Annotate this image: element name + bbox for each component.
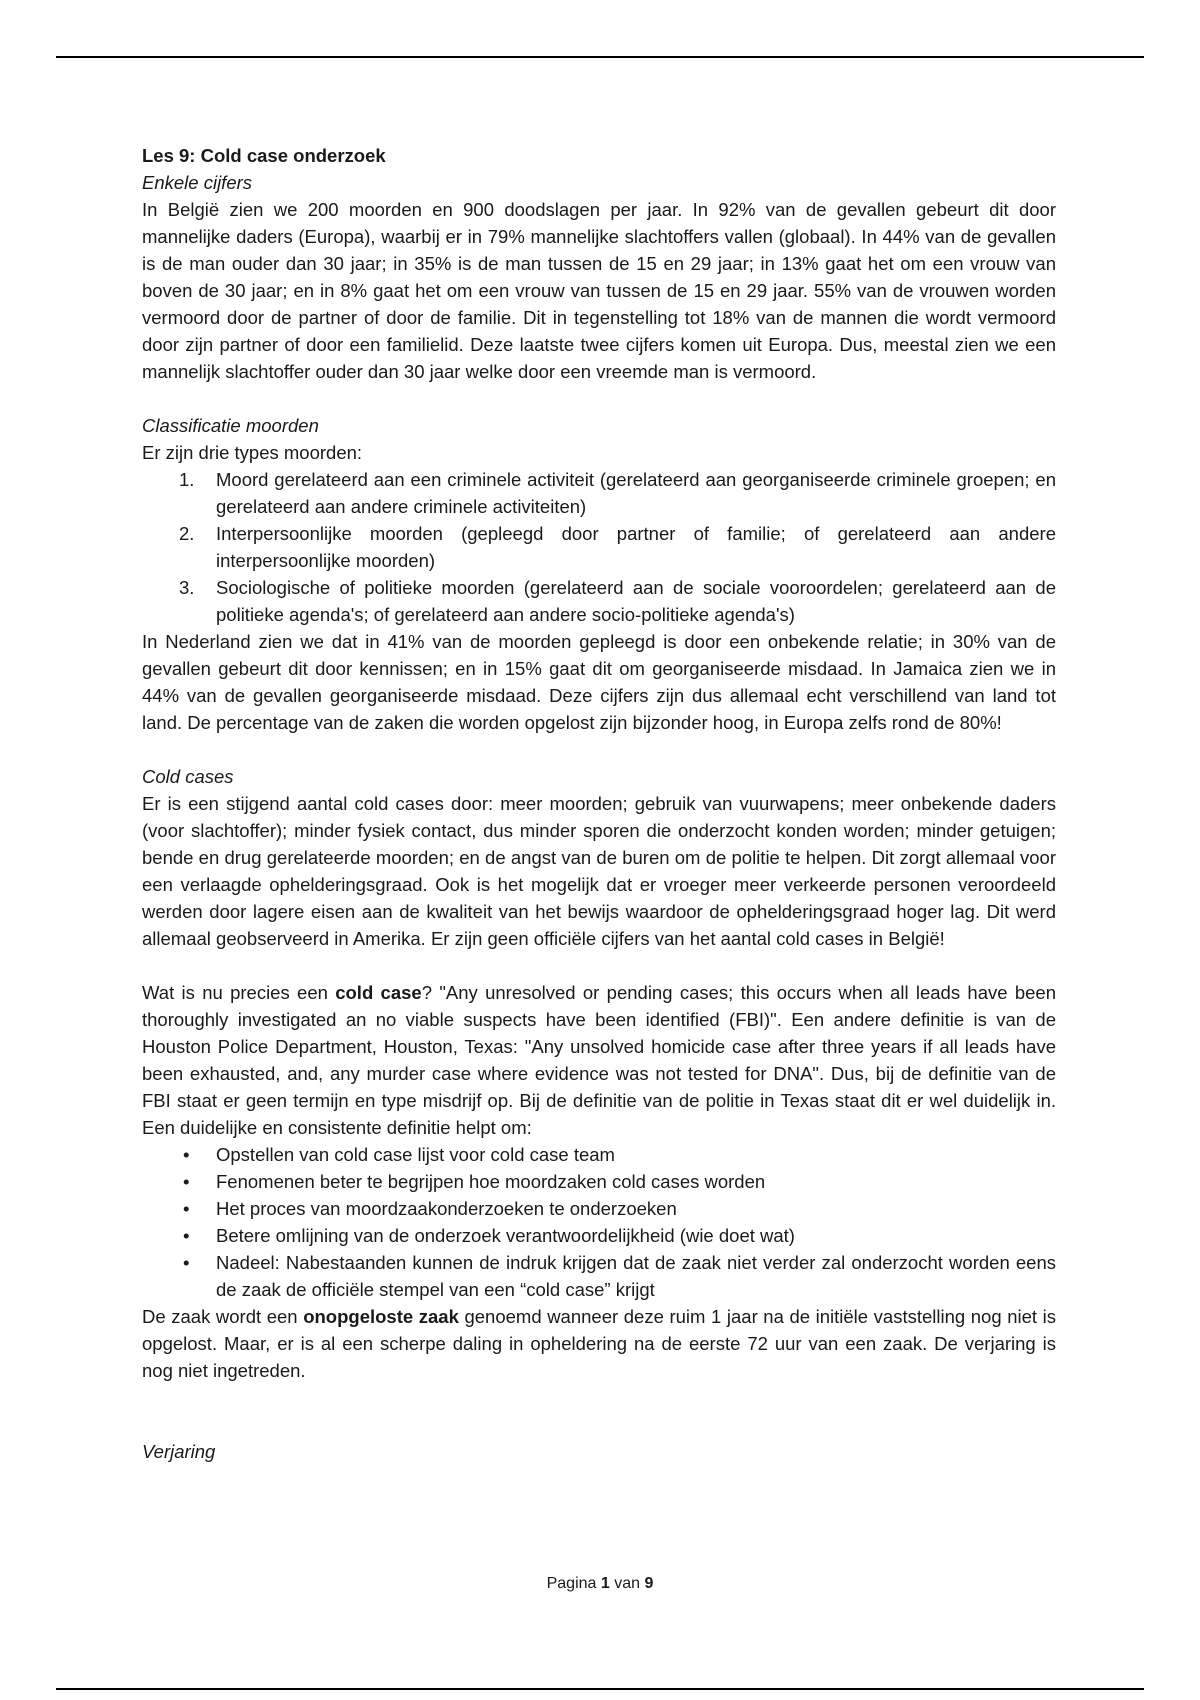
bullet-text: Opstellen van cold case lijst voor cold case team — [216, 1144, 615, 1165]
paragraph-nederland: In Nederland zien we dat in 41% van de moorden gepleegd is door een onbekende relatie; in 30% van de gevallen gebeurt dit door kennissen; en in 15% gaat dit om georganiseerde misdaad. In Jamaica zien we in 44% van de gevallen georganiseerde misdaad. Deze cijfers zijn dus allemaal echt verschillend van land tot land. De percentage van de zaken die worden opgelost zijn bijzonder hoog, in Europa zelfs rond de 80%! — [142, 631, 1056, 733]
page-content — [142, 142, 1056, 1465]
list-item — [142, 466, 1056, 520]
list-item-text: Moord gerelateerd aan een criminele activiteit (gerelateerd aan georganiseerde criminele groepen; en gerelateerd aan andere criminele activiteiten) — [216, 469, 1056, 517]
list-item-text: Sociologische of politieke moorden (gerelateerd aan de sociale vooroordelen; gerelateerd aan de politieke agenda's; of gerelateerd aan andere socio-politieke agenda's) — [216, 577, 1056, 625]
bullet-item — [142, 1195, 1056, 1222]
bullet-text: Nadeel: Nabestaanden kunnen de indruk krijgen dat de zaak niet verder zal onderzocht worden eens de zaak de officiële stempel van een “cold case” krijgt — [216, 1252, 1056, 1300]
onopgeloste-text-start: De zaak wordt een — [142, 1306, 304, 1327]
header-rule — [56, 56, 1144, 58]
footer-rule — [56, 1688, 1144, 1690]
bullet-list — [142, 1141, 1056, 1303]
list-item-text: Interpersoonlijke moorden (gepleegd door partner of familie; of gerelateerd aan andere interpersoonlijke moorden) — [216, 523, 1056, 571]
paragraph-cold-cases: Er is een stijgend aantal cold cases door: meer moorden; gebruik van vuurwapens; meer onbekende daders (voor slachtoffer); minder fysiek contact, dus minder sporen die onderzocht konden worden; minder getuigen; bende en drug gerelateerde moorden; en de angst van de buren om de politie te helpen. Dit zorgt allemaal voor een verlaagde ophelderingsgraad. Ook is het mogelijk dat er vroeger meer verkeerde personen veroordeeld werden door lagere eisen aan de kwaliteit van het bewijs waardoor de ophelderingsgraad hoger lag. Dit werd allemaal geobserveerd in Amerika. Er zijn geen officiële cijfers van het aantal cold cases in België! — [142, 793, 1056, 949]
definition-text-rest: ? "Any unresolved or pending cases; this occurs when all leads have been thoroughly investigated an no viable suspects have been identified (FBI)". Een andere definitie is van de Houston Police Department, Houston, Texas: "Any unsolved homicide case after three years if all leads have been exhausted, and, any murder case where evidence was not tested for DNA". Dus, bij de definitie van de FBI staat er geen termijn en type misdrijf op. Bij de definitie van de politie in Texas staat dit er wel duidelijk in. Een duidelijke en consistente definitie helpt om: — [142, 982, 1056, 1138]
footer-prefix: Pagina — [546, 1575, 597, 1592]
paragraph-cijfers: In België zien we 200 moorden en 900 doodslagen per jaar. In 92% van de gevallen gebeurt dit door mannelijke daders (Europa), waarbij er in 79% mannelijke slachtoffers vallen (globaal). In 44% van de gevallen is de man ouder dan 30 jaar; in 35% is de man tussen de 15 en 29 jaar; in 13% gaat het om een vrouw van boven de 30 jaar; en in 8% gaat het om een vrouw van tussen de 15 en 29 jaar. 55% van de vrouwen worden vermoord door de partner of door de familie. Dit in tegenstelling tot 18% van de mannen die wordt vermoord door zijn partner of door een familielid. Deze laatste twee cijfers komen uit Europa. Dus, meestal zien we een mannelijk slachtoffer ouder dan 30 jaar welke door een vreemde man is vermoord. — [142, 199, 1056, 382]
section-heading-cold-cases: Cold cases — [142, 766, 234, 787]
section-heading-verjaring: Verjaring — [142, 1441, 216, 1462]
paragraph-classificatie-intro: Er zijn drie types moorden: — [142, 442, 363, 463]
bullet-dot: • — [183, 1171, 190, 1192]
bullet-item — [142, 1141, 1056, 1168]
term-onopgeloste-zaak: onopgeloste zaak — [303, 1306, 459, 1327]
page-footer — [0, 1575, 1200, 1593]
paragraph-onopgeloste-zaak — [142, 1303, 1056, 1384]
bullet-dot: • — [183, 1252, 190, 1273]
list-number: 1. — [179, 469, 195, 490]
list-number: 2. — [179, 523, 195, 544]
paragraph-definition — [142, 979, 1056, 1141]
definition-text-start: Wat is nu precies een — [142, 982, 336, 1003]
bullet-text: Het proces van moordzaakonderzoeken te onderzoeken — [216, 1198, 677, 1219]
numbered-list — [142, 466, 1056, 628]
term-cold-case: cold case — [335, 982, 422, 1003]
bullet-text: Betere omlijning van de onderzoek verantwoordelijkheid (wie doet wat) — [216, 1225, 795, 1246]
bullet-item — [142, 1249, 1056, 1303]
bullet-item — [142, 1222, 1056, 1249]
list-item — [142, 574, 1056, 628]
bullet-item — [142, 1168, 1056, 1195]
onopgeloste-text-rest: genoemd wanneer deze ruim 1 jaar na de initiële vaststelling nog niet is opgelost. Maar, er is al een scherpe daling in opheldering na de eerste 72 uur van een zaak. De verjaring is nog niet ingetreden. — [142, 1306, 1056, 1381]
footer-total-pages: 9 — [644, 1575, 654, 1592]
section-heading-classificatie: Classificatie moorden — [142, 415, 319, 436]
footer-middle: van — [614, 1575, 641, 1592]
list-number: 3. — [179, 577, 195, 598]
page-title: Les 9: Cold case onderzoek — [142, 145, 386, 166]
section-heading-cijfers: Enkele cijfers — [142, 172, 253, 193]
bullet-dot: • — [183, 1225, 190, 1246]
list-item — [142, 520, 1056, 574]
bullet-text: Fenomenen beter te begrijpen hoe moordzaken cold cases worden — [216, 1171, 766, 1192]
footer-current-page: 1 — [600, 1575, 610, 1592]
bullet-dot: • — [183, 1144, 190, 1165]
bullet-dot: • — [183, 1198, 190, 1219]
